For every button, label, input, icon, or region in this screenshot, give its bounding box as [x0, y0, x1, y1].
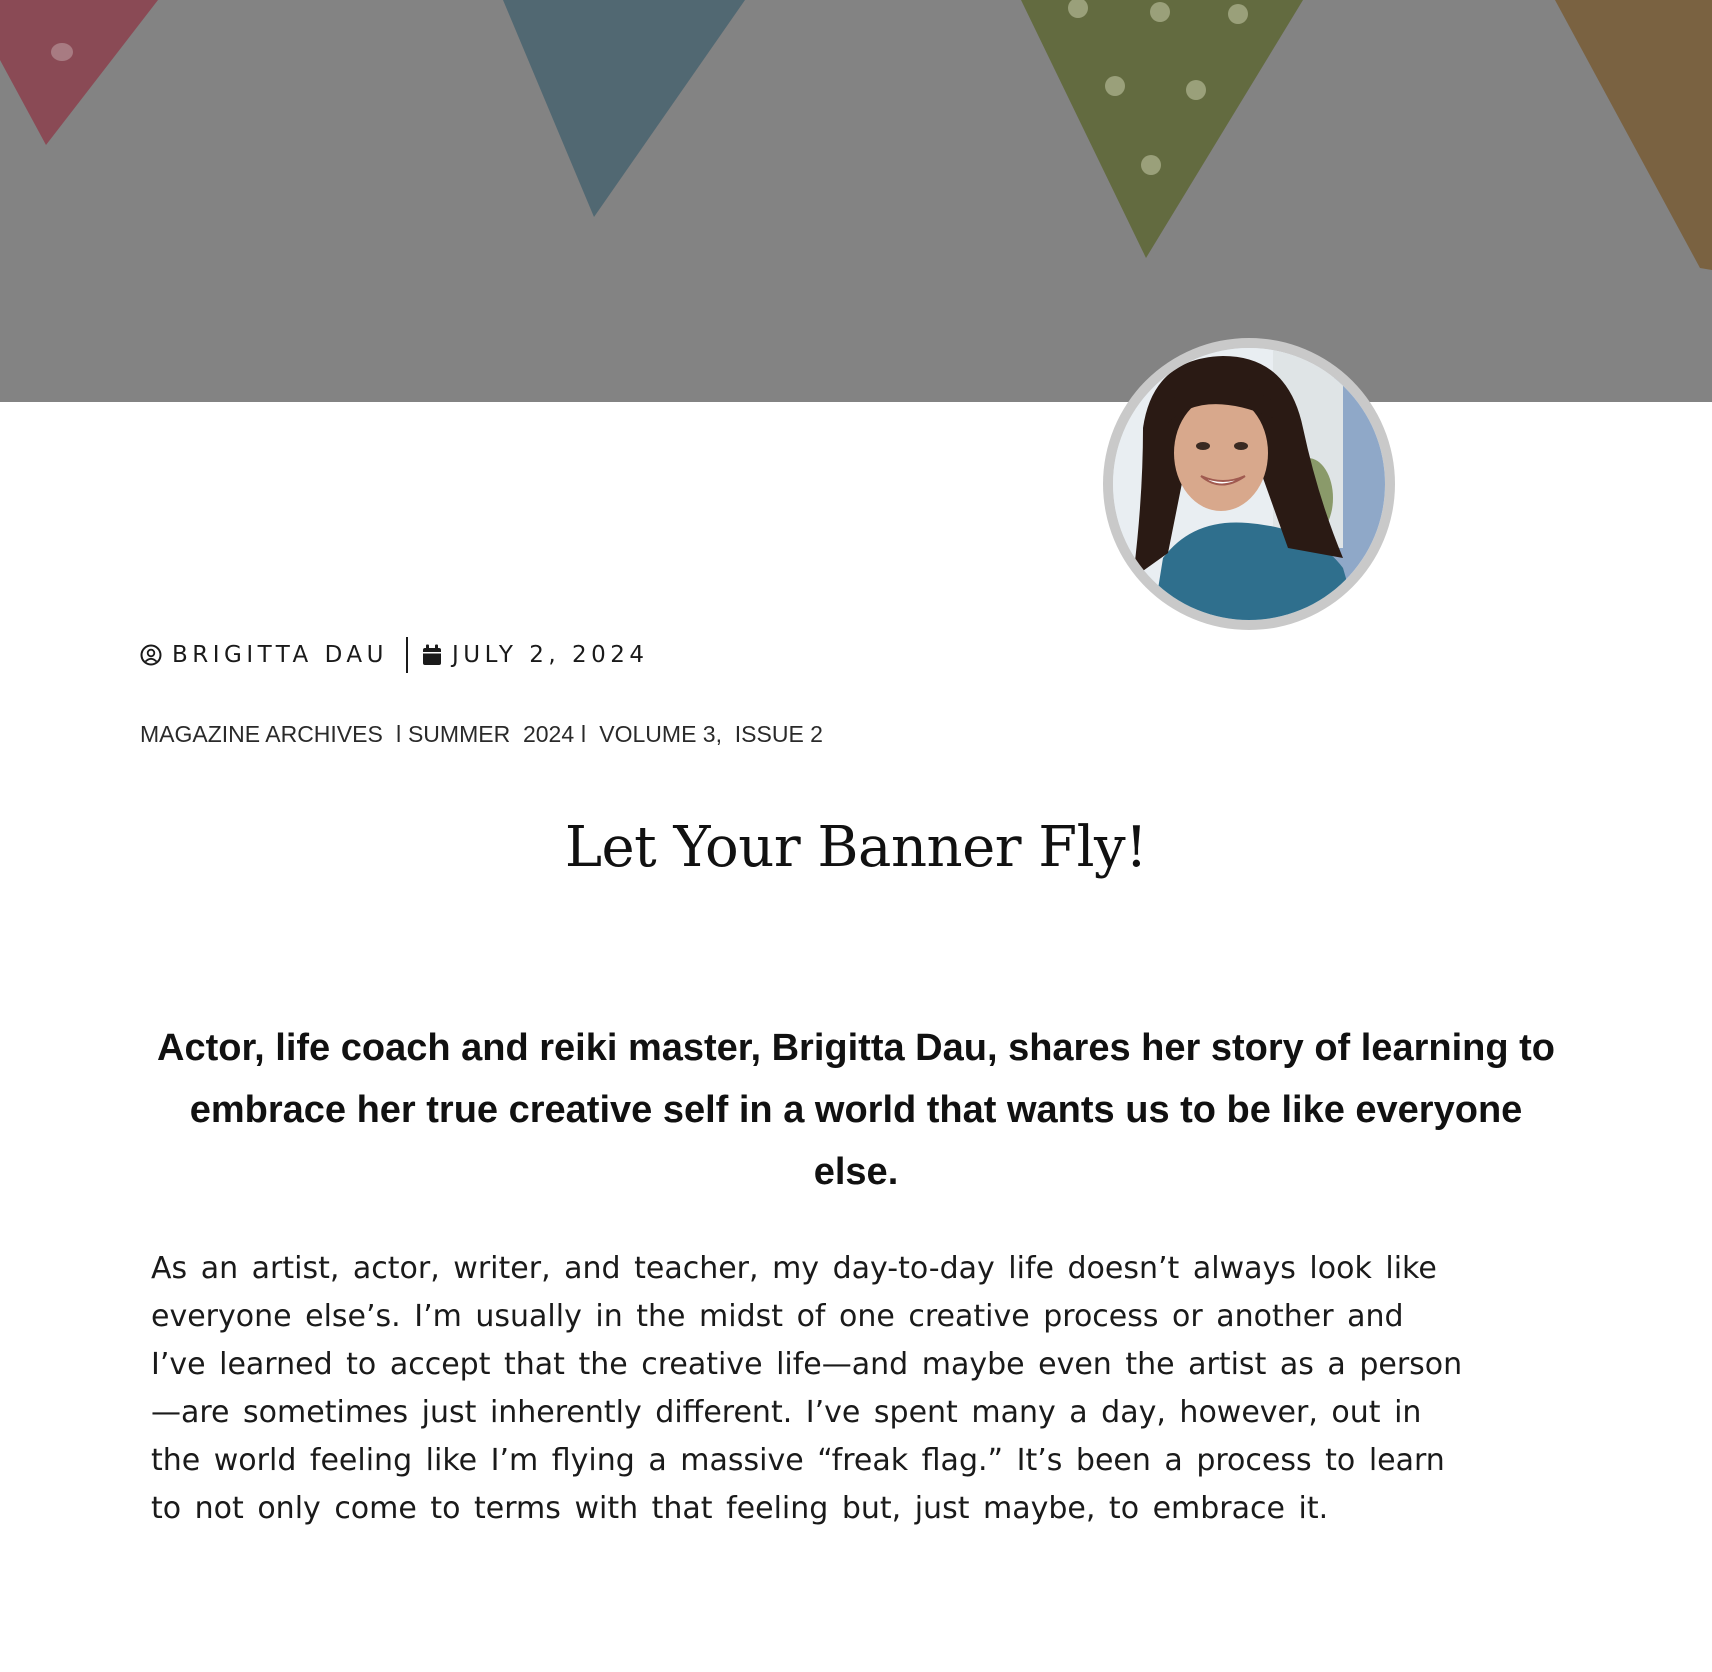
pennant-brown — [1555, 0, 1712, 270]
page-title: Let Your Banner Fly! — [564, 815, 1148, 880]
author-avatar — [1103, 338, 1395, 630]
user-circle-icon — [140, 644, 162, 666]
body-line: to not only come to terms with that feeling but, just maybe, to embrace it. — [151, 1491, 1329, 1526]
pennant-red — [0, 0, 158, 145]
author-link[interactable]: BRIGITTA DAU — [172, 642, 388, 668]
pennant-dot — [1228, 4, 1248, 24]
body-line: the world feeling like I’m flying a massive “freak flag.” It’s been a process to learn — [151, 1443, 1445, 1478]
pennant-dot — [1150, 2, 1170, 22]
body-line: —are sometimes just inherently different. I’ve spent many a day, however, out in — [151, 1395, 1422, 1430]
archive-line: MAGAZINE ARCHIVES ǀ SUMMER 2024 ǀ VOLUME 3, ISSUE 2 — [140, 721, 823, 747]
pennant-dot — [1105, 76, 1125, 96]
bunting-illustration — [0, 0, 1712, 402]
meta-divider — [406, 637, 408, 673]
pennant-blue — [503, 0, 745, 217]
calendar-icon — [422, 644, 442, 666]
pennant-dot — [1186, 80, 1206, 100]
body-line: As an artist, actor, writer, and teacher, my day-to-day life doesn’t always look like — [151, 1251, 1437, 1286]
author-photo — [1113, 348, 1385, 620]
article-lead: Actor, life coach and reiki master, Brigitta Dau, shares her story of learning to embrace her true creative self in a world that wants us to be like everyone else. — [157, 1027, 1555, 1193]
post-date-link[interactable]: JULY 2, 2024 — [451, 642, 649, 668]
pennant-green — [1021, 0, 1303, 258]
hero-banner-image — [0, 0, 1712, 402]
pennant-dot — [51, 43, 73, 61]
article-body — [151, 1245, 1591, 1533]
body-line: everyone else’s. I’m usually in the midst of one creative process or another and — [151, 1299, 1404, 1334]
post-meta — [140, 637, 649, 673]
body-line: I’ve learned to accept that the creative life—and maybe even the artist as a person — [151, 1347, 1463, 1382]
pennant-dot — [1141, 155, 1161, 175]
